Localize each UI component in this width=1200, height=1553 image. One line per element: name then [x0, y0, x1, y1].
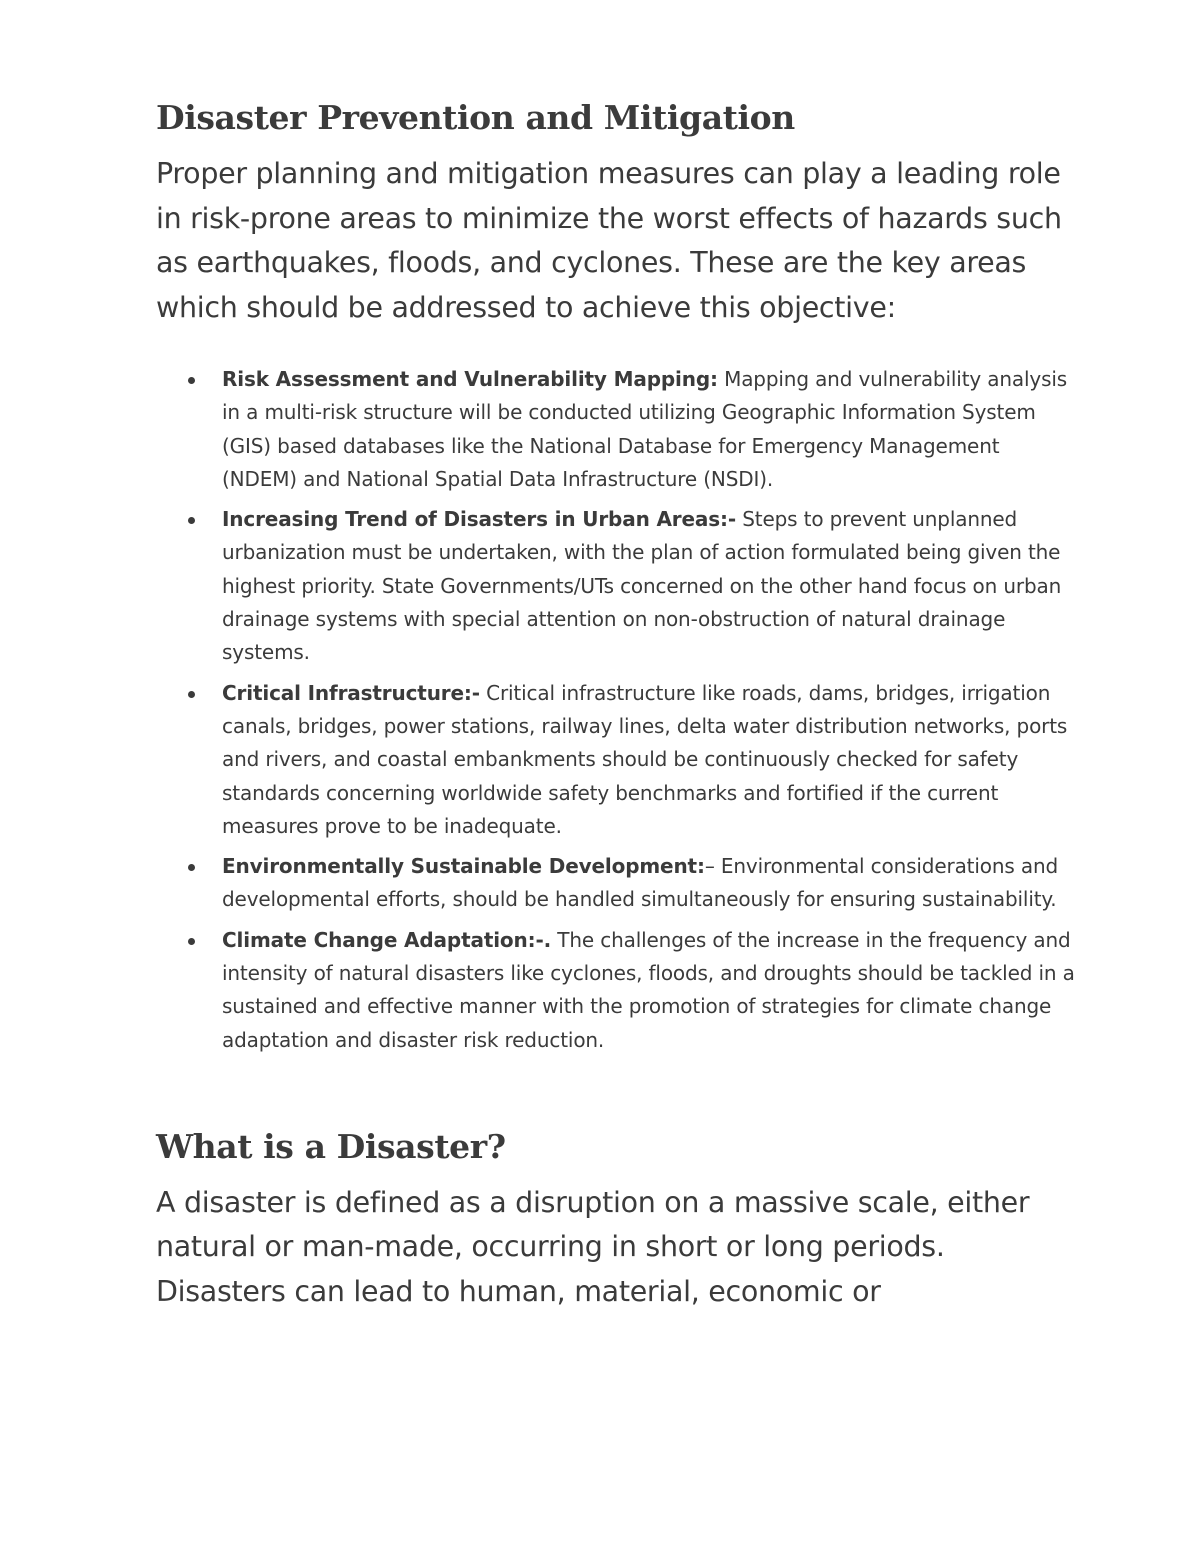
section-intro-paragraph: A disaster is defined as a disruption on a massive scale, either natural or man-made, occurring in short or long periods. Disasters can lead to human, material, economic or [156, 1185, 1030, 1308]
list-item-term: Risk Assessment and Vulnerability Mapping: [222, 367, 718, 391]
bullet-icon [188, 691, 195, 698]
bullet-icon [188, 938, 195, 945]
list-item [156, 503, 1076, 669]
list-item-term: Climate Change Adaptation:-. [222, 927, 552, 952]
list-item-term: Environmentally Sustainable Development: [222, 854, 705, 879]
list-item [156, 677, 1076, 843]
list-item [156, 363, 1076, 496]
bullet-icon [188, 864, 195, 871]
section-what-is-disaster [156, 1125, 1076, 1315]
section-title-what-is-disaster: What is a Disaster? [156, 1126, 506, 1166]
list-item-term: Critical Infrastructure:- [222, 680, 480, 705]
list-item-text: The challenges of the increase in the frequency and intensity of natural disasters like cyclones, floods, and droughts should be tackled in a sustained and effective manner with the promotion of strategies for climate change adaptation and disaster risk reduction. [222, 927, 1075, 1052]
bullet-icon [188, 377, 195, 384]
list-item [156, 850, 1076, 917]
list-item-term: Increasing Trend of Disasters in Urban Areas:- [222, 507, 737, 532]
list-item-text: Steps to prevent unplanned urbanization must be undertaken, with the plan of action formulated being given the highest priority. State Governments/UTs concerned on the other hand focus on urban drainage systems with special attention on non-obstruction of natural drainage systems. [222, 507, 1062, 665]
section-title-disaster-prevention: Disaster Prevention and Mitigation [156, 98, 795, 137]
list-item-text: – Environmental considerations and developmental efforts, should be handled simultaneously for ensuring sustainability. [222, 854, 1059, 912]
list-item-text: Critical infrastructure like roads, dams, bridges, irrigation canals, bridges, power stations, railway lines, delta water distribution networks, ports and rivers, and coastal embankments should be continuously checked for safety standards concerning worldwide safety benchmarks and fortified if the current measures prove to be inadequate. [222, 680, 1068, 838]
document-page [156, 96, 1076, 1314]
list-item-text: Mapping and vulnerability analysis in a multi-risk structure will be conducted utilizing Geographic Information System (GIS) based databases like the National Database for Emergency Management (NDEM) and National Spatial Data Infrastructure (NSDI). [222, 367, 1068, 491]
key-areas-list [156, 363, 1076, 1057]
list-item [156, 924, 1076, 1057]
bullet-icon [188, 517, 195, 524]
section-intro-paragraph: Proper planning and mitigation measures can play a leading role in risk-prone areas to minimize the worst effects of hazards such as earthquakes, floods, and cyclones. These are the key areas which should be addressed to achieve this objective: [156, 157, 1062, 324]
